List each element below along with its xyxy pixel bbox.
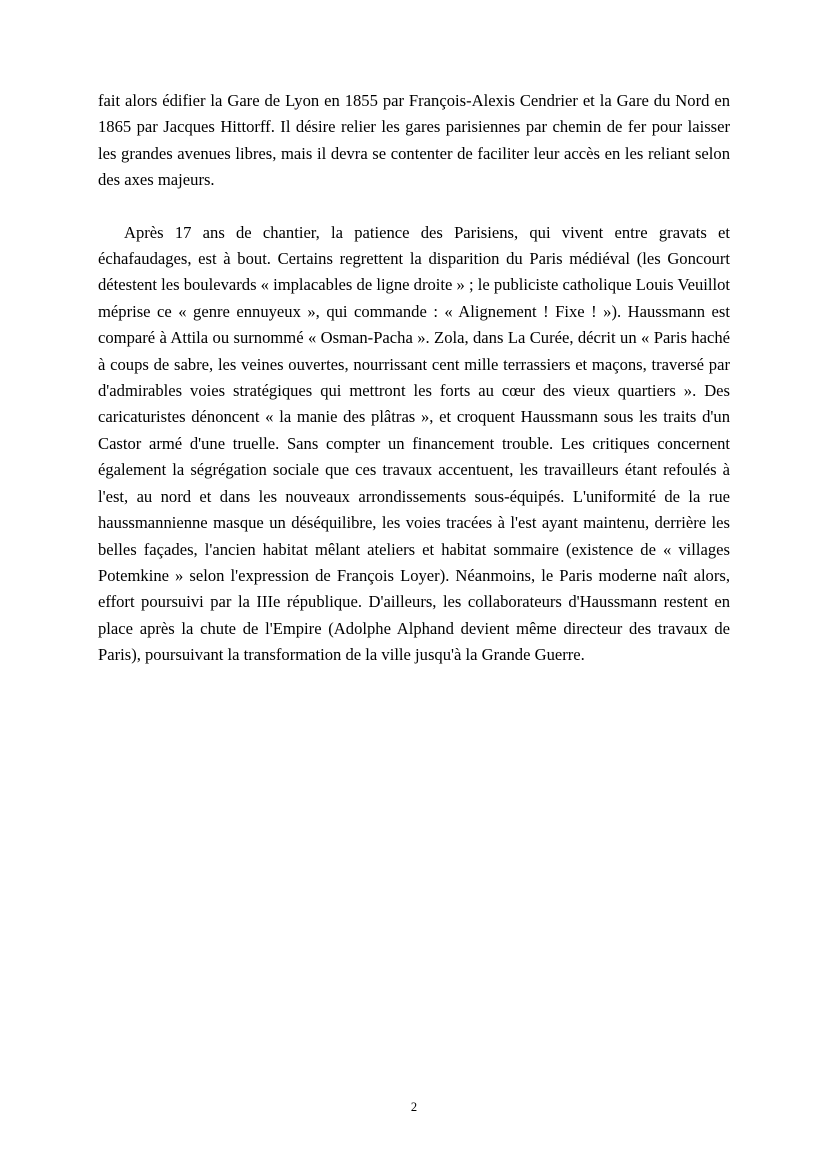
page-number: 2: [410, 1100, 418, 1114]
paragraph-1: fait alors édifier la Gare de Lyon en 1855 par François-Alexis Cendrier et la Gare du Nord en 1865 par Jacques Hittorff. Il désire relier les gares parisiennes par chemin de fer pour laisser les grandes avenues libres, mais il devra se contenter de faciliter leur accès en les reliant selon des axes majeurs.: [98, 91, 730, 190]
page-body: [98, 88, 730, 669]
paragraph-2: Après 17 ans de chantier, la patience des Parisiens, qui vivent entre gravats et échafaudages, est à bout. Certains regrettent la disparition du Paris médiéval (les Goncourt détestent les boulevards « implacables de ligne droite » ; le publiciste catholique Louis Veuillot méprise ce « genre ennuyeux », qui commande : « Alignement ! Fixe ! »). Haussmann est comparé à Attila ou surnommé « Osman-Pacha ». Zola, dans La Curée, décrit un « Paris haché à coups de sabre, les veines ouvertes, nourrissant cent mille terrassiers et maçons, traversé par d'admirables voies stratégiques qui mettront les forts au cœur des vieux quartiers ». Des caricaturistes dénoncent « la manie des plâtras », et croquent Haussmann sous les traits d'un Castor armé d'une truelle. Sans compter un financement trouble. Les critiques concernent également la ségrégation sociale que ces travaux accentuent, les travailleurs étant refoulés à l'est, au nord et dans les nouveaux arrondissements sous-équipés. L'uniformité de la rue haussmannienne masque un déséquilibre, les voies tracées à l'est ayant maintenu, derrière les belles façades, l'ancien habitat mêlant ateliers et habitat sommaire (existence de « villages Potemkine » selon l'expression de François Loyer). Néanmoins, le Paris moderne naît alors, effort poursuivi par la IIIe république. D'ailleurs, les collaborateurs d'Haussmann restent en place après la chute de l'Empire (Adolphe Alphand devient même directeur des travaux de Paris), poursuivant la transformation de la ville jusqu'à la Grande Guerre.: [98, 222, 730, 665]
